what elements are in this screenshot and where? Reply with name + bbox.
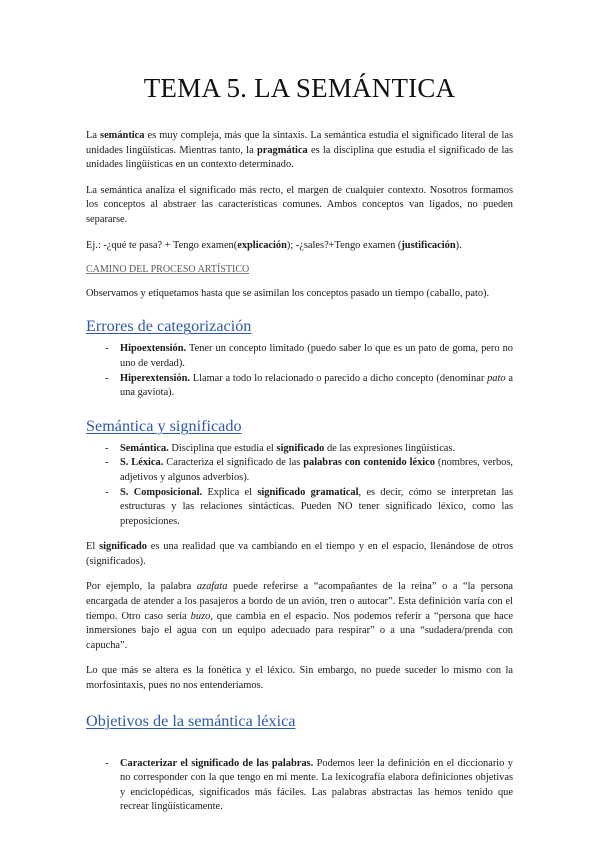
list-item: - Caracterizar el significado de las palabras. Podemos leer la definición en el diccionario y no corresponder con la que tengo en mi mente. La lexicografía elabora definiciones objetivas y enciclopédicas, significados más fáciles. Las palabras abstractas las hemos tenido que recrear lingüísticamente. [86, 757, 513, 815]
categorization-errors-list [86, 342, 513, 400]
list-item: - Hipoextensión. Tener un concepto limitado (puedo saber lo que es un pato de goma, pero no uno de verdad). [86, 342, 513, 371]
intro-paragraph-3: Observamos y etiquetamos hasta que se asimilan los conceptos pasado un tiempo (caballo, pato). [86, 287, 490, 299]
section-heading-lexical-semantics-goals: Objetivos de la semántica léxica [86, 711, 296, 730]
list-item: - S. Composicional. Explica el significado gramatical, es decir, cómo se interpretan las estructuras y las relaciones sintácticas. Pueden NO tener significado léxico, como las preposiciones. [86, 486, 513, 530]
semantics-meaning-list [86, 442, 513, 530]
list-item: - Semántica. Disciplina que estudia el significado de las expresiones lingüísticas. [86, 442, 513, 457]
list-item: - Hiperextensión. Llamar a todo lo relacionado o parecido a dicho concepto (denominar pato a una gaviota). [86, 372, 513, 401]
lexical-goals-list [86, 757, 513, 815]
intro-paragraph-2: La semántica analiza el significado más recto, el margen de cualquier contexto. Nosotros formamos los conceptos al abstraer las características comunes. Ambos conceptos van ligados, no pueden separarse. [86, 184, 513, 225]
meaning-paragraph: El significado es una realidad que va cambiando en el tiempo y en el espacio, llenándose de otros (significados). [86, 541, 513, 567]
artistic-process-link[interactable]: CAMINO DEL PROCESO ARTÍSTICO [86, 264, 250, 276]
section-heading-categorization-errors: Errores de categorización [86, 317, 252, 336]
page-title: TEMA 5. LA SEMÁNTICA [143, 73, 456, 103]
intro-paragraph-1: La semántica es muy compleja, más que la sintaxis. La semántica estudia el significado literal de las unidades lingüísticas. Mientras tanto, la pragmática es la disciplina que estudia el significado de las unidades lingüísticas en un contexto determinado. [86, 130, 513, 171]
phonetics-paragraph: Lo que más se altera es la fonética y el léxico. Sin embargo, no puede suceder lo mismo con la morfosintaxis, pues no nos entenderíamos. [86, 665, 513, 692]
intro-example: Ej.: -¿qué te pasa? + Tengo examen(explicación); -¿sales?+Tengo examen (justificación). [86, 239, 462, 251]
section-heading-semantics-meaning: Semántica y significado [86, 416, 242, 435]
list-item: - S. Léxica. Caracteriza el significado de las palabras con contenido léxico (nombres, verbos, adjetivos y algunos adverbios). [86, 456, 513, 485]
example-paragraph: Por ejemplo, la palabra azafata puede referirse a “acompañantes de la reina” o a “la persona encargada de atender a los pasajeros a bordo de un avión, tren o autocar”. Esta definición varía con el tiempo. Otro caso sería buzo, que cambia en el espacio. Nos podemos referir a “persona que hace inmersiones bajo el agua con un equipo adecuado para respirar” o a una “sudadera/prenda con capucha”. [86, 581, 514, 651]
